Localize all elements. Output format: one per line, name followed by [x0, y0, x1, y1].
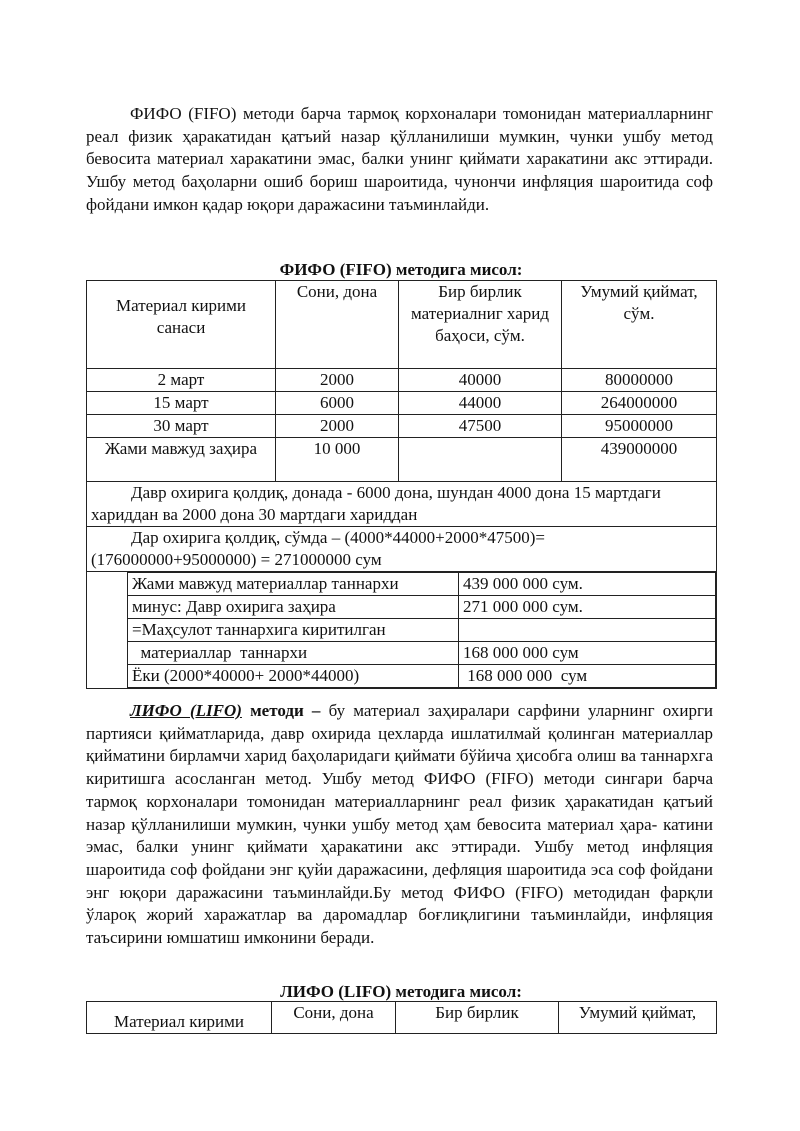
lifo-paragraph: [86, 700, 713, 950]
row-value: 95000000: [562, 415, 717, 438]
summary-value: 168 000 000 сум: [459, 665, 716, 688]
row-date: 15 март: [87, 392, 276, 415]
summary-value: 439 000 000 сум.: [459, 573, 716, 596]
row-qty: 2000: [276, 415, 399, 438]
lifo-table: [86, 1001, 717, 1034]
summary-line: [128, 573, 716, 596]
row-qty: 6000: [276, 392, 399, 415]
fifo-header-qty: Сони, дона: [276, 281, 399, 369]
fifo-caption: ФИФО (FIFO) методига мисол:: [279, 260, 523, 279]
row-price: 44000: [399, 392, 562, 415]
remainder-note: Давр охирига қолдиқ, донада - 6000 дона, шундан 4000 дона 15 мартдаги хариддан ва 2000 дона 30 мартдаги хариддан: [91, 483, 661, 524]
table-row: [87, 415, 717, 438]
lifo-term: ЛИФО (LIFO): [130, 701, 242, 720]
summary-line: [128, 619, 716, 642]
summary-label: Ёки (2000*40000+ 2000*44000): [128, 665, 459, 688]
row-value: 264000000: [562, 392, 717, 415]
summary-line: [128, 596, 716, 619]
row-date: 30 март: [87, 415, 276, 438]
lifo-header-value: Умумий қиймат,: [559, 1002, 717, 1034]
summary-line: [128, 642, 716, 665]
summary-label: минус: Давр охирига заҳира: [128, 596, 459, 619]
lifo-text: бу материал заҳиралари сарфини уларнинг охирги партияси қийматларида, давр охирида цехларда ишлатилмай қолинган материаллар қийматини бирламчи харид баҳоларидаги қиймати бўйича ҳисобга олиш ва таннархга киритишга асосланган метод. Ушбу метод ФИФО (FIFO) методи сингари барча тармоқ корхоналари томонидан материалларнинг реал физик ҳаракатидан қатъий назар қўлланилиши мумкин, чунки ушбу метод ҳам бевосита материал ҳара- катини эмас, балки унинг қиймати ҳаракатини акс эттиради. Ушбу метод инфляция шароитида соф фойдани энг қуйи даражасини, дефляция шароитида эса соф фойдани энг юқори даражасини таъминлайди.Бу метод ФИФО (FIFO) методидан фарқли ўлароқ жорий харажатлар ва даромадлар боғлиқлигини таъминлайди, инфляция таъсирини юмшатиш имконини беради.: [86, 701, 714, 948]
fifo-header-date: Материал кирими санаси: [87, 281, 276, 369]
fifo-header-price: Бир бирлик материалниг харид баҳоси, сўм.: [399, 281, 562, 369]
lifo-header-qty: Сони, дона: [272, 1002, 396, 1034]
table-row: [87, 369, 717, 392]
fifo-header-row: [87, 281, 717, 369]
lifo-header-price: Бир бирлик: [396, 1002, 559, 1034]
summary-label: Жами мавжуд материаллар таннархи: [128, 573, 459, 596]
fifo-header-value: Умумий қиймат, сўм.: [562, 281, 717, 369]
summary-value: [459, 619, 716, 642]
fifo-table: [86, 280, 717, 689]
row-price: 40000: [399, 369, 562, 392]
fifo-summary-row: [87, 572, 717, 689]
row-qty: 2000: [276, 369, 399, 392]
fifo-calc-row: [87, 527, 717, 572]
fifo-remainder-row: [87, 482, 717, 527]
lifo-header-row: [87, 1002, 717, 1034]
lifo-caption: ЛИФО (LIFO) методига мисол:: [280, 982, 522, 1001]
summary-line: [128, 665, 716, 688]
lifo-header-date: Материал кирими: [87, 1002, 272, 1034]
total-label: Жами мавжуд заҳира: [87, 438, 276, 482]
row-price: 47500: [399, 415, 562, 438]
row-date: 2 март: [87, 369, 276, 392]
summary-label: материаллар таннархи: [128, 642, 459, 665]
total-price: [399, 438, 562, 482]
lifo-term-suffix: методи –: [241, 701, 321, 720]
total-value: 439000000: [562, 438, 717, 482]
summary-label: =Маҳсулот таннархига киритилган: [128, 619, 459, 642]
summary-value: 168 000 000 сум: [459, 642, 716, 665]
fifo-total-row: [87, 438, 717, 482]
row-value: 80000000: [562, 369, 717, 392]
intro-paragraph: ФИФО (FIFO) методи барча тармоқ корхоналари томонидан материалларнинг реал физик ҳаракатидан қатъий назар қўлланилиши мумкин, чунки ушбу метод бевосита материал харакатини эмас, балки унинг қиймати харакатини акс эттиради. Ушбу метод баҳоларни ошиб бориш шароитида, чунончи инфляция шароитида соф фойдани имкон қадар юқори даражасини таъминлайди.: [86, 104, 713, 214]
fifo-summary: [127, 572, 716, 688]
table-row: [87, 392, 717, 415]
total-qty: 10 000: [276, 438, 399, 482]
summary-value: 271 000 000 сум.: [459, 596, 716, 619]
remainder-calc: Дар охирига қолдиқ, сўмда – (4000*44000+2000*47500)= (176000000+95000000) = 271000000 сум: [91, 528, 545, 569]
